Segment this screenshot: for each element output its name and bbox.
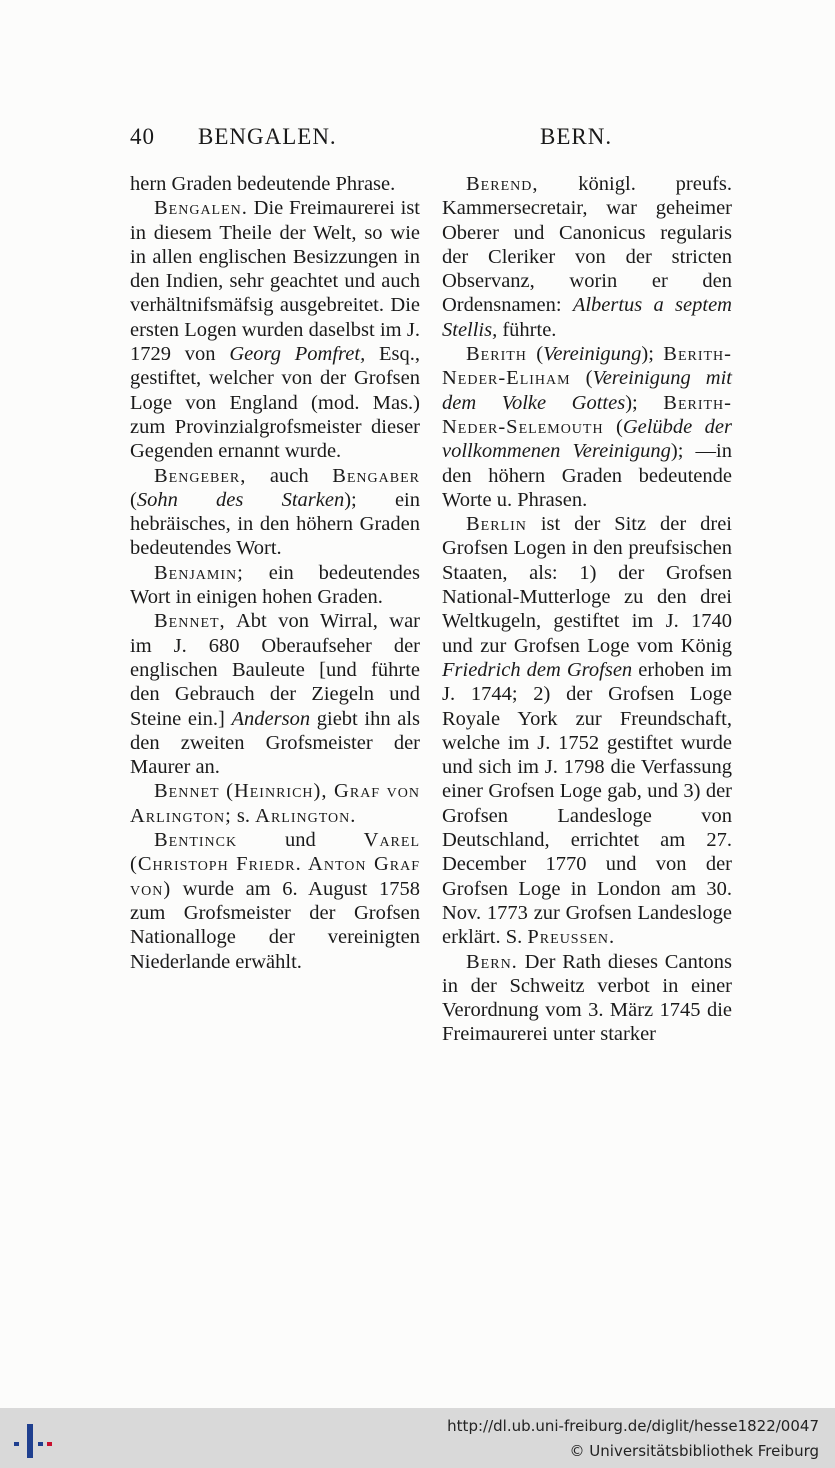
entry-bengalen: Bengalen. Die Freimaurerei ist in diesem Theile der Welt, so wie in allen englischen Besizzungen in den Indien, sehr geachtet und auch verhältnifsmäfsig ausgebreitet. Die ersten Logen wurden daselbst im J. 1729 von Georg Pomfret, Esq., gestiftet, welcher von der Grofsen Loge von England (mod. Mas.) zum Provinzialgrofsmeister dieser Gegenden ernannt wurde. xyxy=(130,197,421,463)
viewer-footer xyxy=(0,1408,835,1468)
right-column xyxy=(442,172,732,1047)
entry-berlin: Berlin ist der Sitz der drei Grofsen Logen in den preufsischen Staaten, als: 1) der Grofsen National-Mutterloge zu den drei Weltkugeln, gestiftet im J. 1740 und zur Grofsen Loge vom König Friedrich dem Grofsen erhoben im J. 1744; 2) der Grofsen Loge Royale York zur Freundschaft, welche im J. 1752 gestiftet wurde und sich im J. 1798 die Verfassung einer Grofsen Loge gab, und 3) der Grofsen Landesloge von Deutschland, errichtet am 27. December 1770 und von der Grofsen Loge in London am 30. Nov. 1773 zur Grofsen Landesloge erklärt. S. Preussen. xyxy=(442,513,732,949)
entry-bern: Bern. Der Rath dieses Cantons in der Schweitz verbot in einer Verordnung vom 3. März 1745 die Freimaurerei unter starker xyxy=(442,950,732,1046)
right-running-title: BERN. xyxy=(540,124,613,149)
page-number: 40 xyxy=(130,124,155,149)
entry-benjamin: Benjamin; ein bedeutendes Wort in einigen hohen Graden. xyxy=(130,561,420,609)
permalink-url[interactable]: http://dl.ub.uni-freiburg.de/diglit/hesse1822/0047 xyxy=(447,1417,819,1435)
entry-bennet-heinrich: Bennet (Heinrich), Graf von Arlington; s. Arlington. xyxy=(130,780,420,827)
copyright-text: © Universitätsbibliothek Freiburg xyxy=(569,1442,819,1460)
entry-bentinck: Bentinck und Varel (Christoph Friedr. Anton Graf von) wurde am 6. August 1758 zum Grofsmeister der Grofsen Nationalloge der vereinigten Niederlande erwählt. xyxy=(130,829,420,973)
paragraph-continuation: hern Graden bedeutende Phrase. xyxy=(130,173,396,195)
entry-berith: Berith (Vereinigung); Berith-Neder-Eliham (Vereinigung mit dem Volke Gottes); Berith-Neder-Selemouth (Gelübde der vollkommenen Vereinigung); —in den höhern Graden bedeutende Worte u. Phrasen. xyxy=(442,343,733,511)
ub-freiburg-logo-icon[interactable] xyxy=(10,1418,54,1462)
entry-berend: Berend, königl. preufs. Kammersecretair, war geheimer Oberer und Canonicus regularis der Cleriker von der stricten Observanz, worin er den Ordensnamen: Albertus a septem Stellis, führte. xyxy=(442,173,732,341)
left-running-title: BENGALEN. xyxy=(198,124,337,149)
left-column xyxy=(130,172,420,974)
entry-bengeber: Bengeber, auch Bengaber (Sohn des Starken); ein hebräisches, in den höhern Graden bedeutendes Wort. xyxy=(130,464,420,560)
entry-bennet: Bennet, Abt von Wirral, war im J. 680 Oberaufseher der englischen Bauleute [und führte den Gebrauch der Ziegeln und Steine ein.] Anderson giebt ihn als den zweiten Grofsmeister der Maurer an. xyxy=(130,610,420,779)
